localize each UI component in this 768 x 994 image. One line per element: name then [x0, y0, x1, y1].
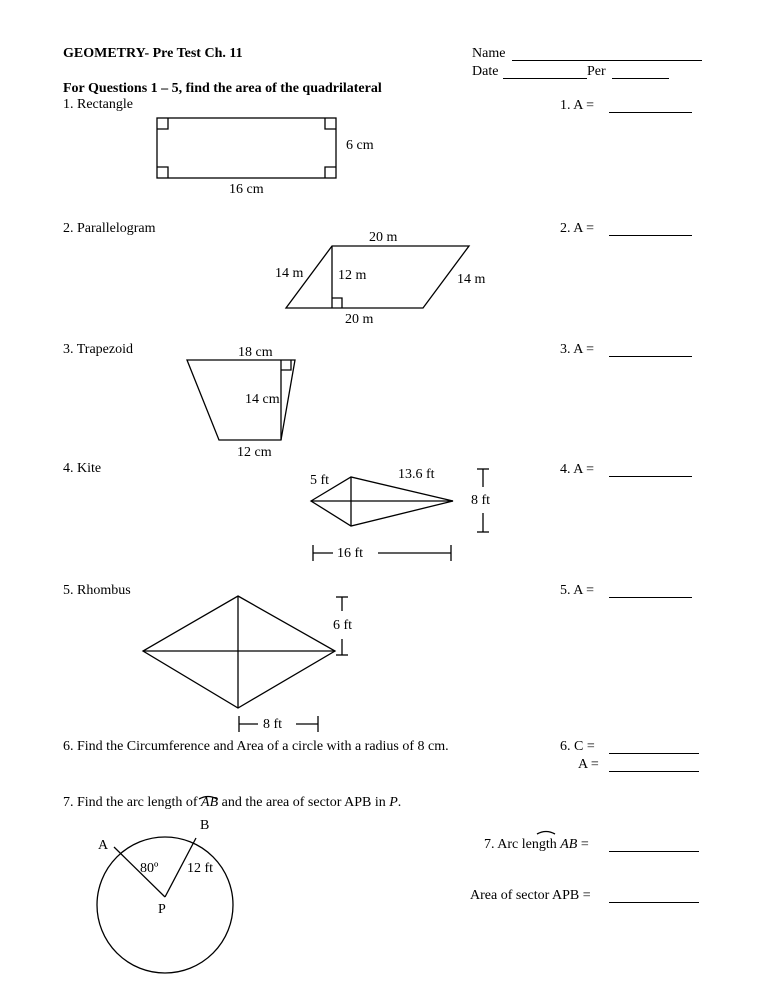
q3-answer-label: 3. A =	[560, 342, 594, 357]
q3-bottom-label: 12 cm	[237, 445, 272, 460]
q7-answer-arc-mark	[537, 832, 555, 835]
q4-long-side-label: 13.6 ft	[398, 467, 435, 482]
q2-right-label: 14 m	[457, 272, 486, 287]
q5-label: 5. Rhombus	[63, 583, 131, 598]
q3-top-label: 18 cm	[238, 345, 273, 360]
q5-rhombus	[143, 596, 348, 732]
date-label: Date	[472, 64, 499, 79]
page-title: GEOMETRY- Pre Test Ch. 11	[63, 46, 243, 61]
q3-label: 3. Trapezoid	[63, 342, 133, 357]
name-label: Name	[472, 46, 506, 61]
q7-arc-label: AB	[201, 795, 219, 810]
q5-horizontal-label: 8 ft	[263, 717, 283, 732]
q2-bottom-label: 20 m	[345, 312, 374, 327]
q4-short-side-label: 5 ft	[310, 473, 330, 488]
q3-height-label: 14 cm	[245, 392, 280, 407]
q2-parallelogram	[286, 246, 469, 308]
q2-top-label: 20 m	[369, 230, 398, 245]
instructions: For Questions 1 – 5, find the area of the quadrilateral	[63, 81, 382, 96]
q4-answer-label: 4. A =	[560, 462, 594, 477]
q7-arc-mark	[199, 797, 217, 800]
q2-left-label: 14 m	[275, 266, 304, 281]
q7-text: 7. Find the arc length of AB and the area of sector APB in P.	[63, 795, 402, 810]
q7-angle-label: 80º	[140, 861, 159, 876]
q1-height-label: 6 cm	[346, 138, 374, 153]
q7-point-p: P	[158, 902, 166, 917]
q4-horizontal-diag-label: 16 ft	[337, 546, 364, 561]
per-label: Per	[587, 64, 606, 79]
q6-c-label: 6. C =	[560, 739, 595, 754]
q4-label: 4. Kite	[63, 461, 102, 476]
q5-vertical-label: 6 ft	[333, 618, 353, 633]
q7-point-b: B	[200, 818, 210, 833]
q6-text: 6. Find the Circumference and Area of a circle with a radius of 8 cm.	[63, 739, 449, 754]
q2-height-label: 12 m	[338, 268, 367, 283]
q7-sector-label: Area of sector APB =	[470, 888, 591, 903]
q7-radius-label: 12 ft	[187, 861, 214, 876]
q2-answer-label: 2. A =	[560, 221, 594, 236]
q4-vertical-diag-label: 8 ft	[471, 493, 491, 508]
q7-arc-length-label: 7. Arc length AB =	[484, 837, 589, 852]
q6-a-label: A =	[578, 757, 599, 772]
q1-rectangle	[157, 118, 336, 178]
q1-label: 1. Rectangle	[63, 97, 133, 112]
q1-answer-label: 1. A =	[560, 98, 594, 113]
q7-point-a: A	[98, 838, 109, 853]
q2-label: 2. Parallelogram	[63, 221, 156, 236]
q5-answer-label: 5. A =	[560, 583, 594, 598]
q1-width-label: 16 cm	[229, 182, 264, 197]
